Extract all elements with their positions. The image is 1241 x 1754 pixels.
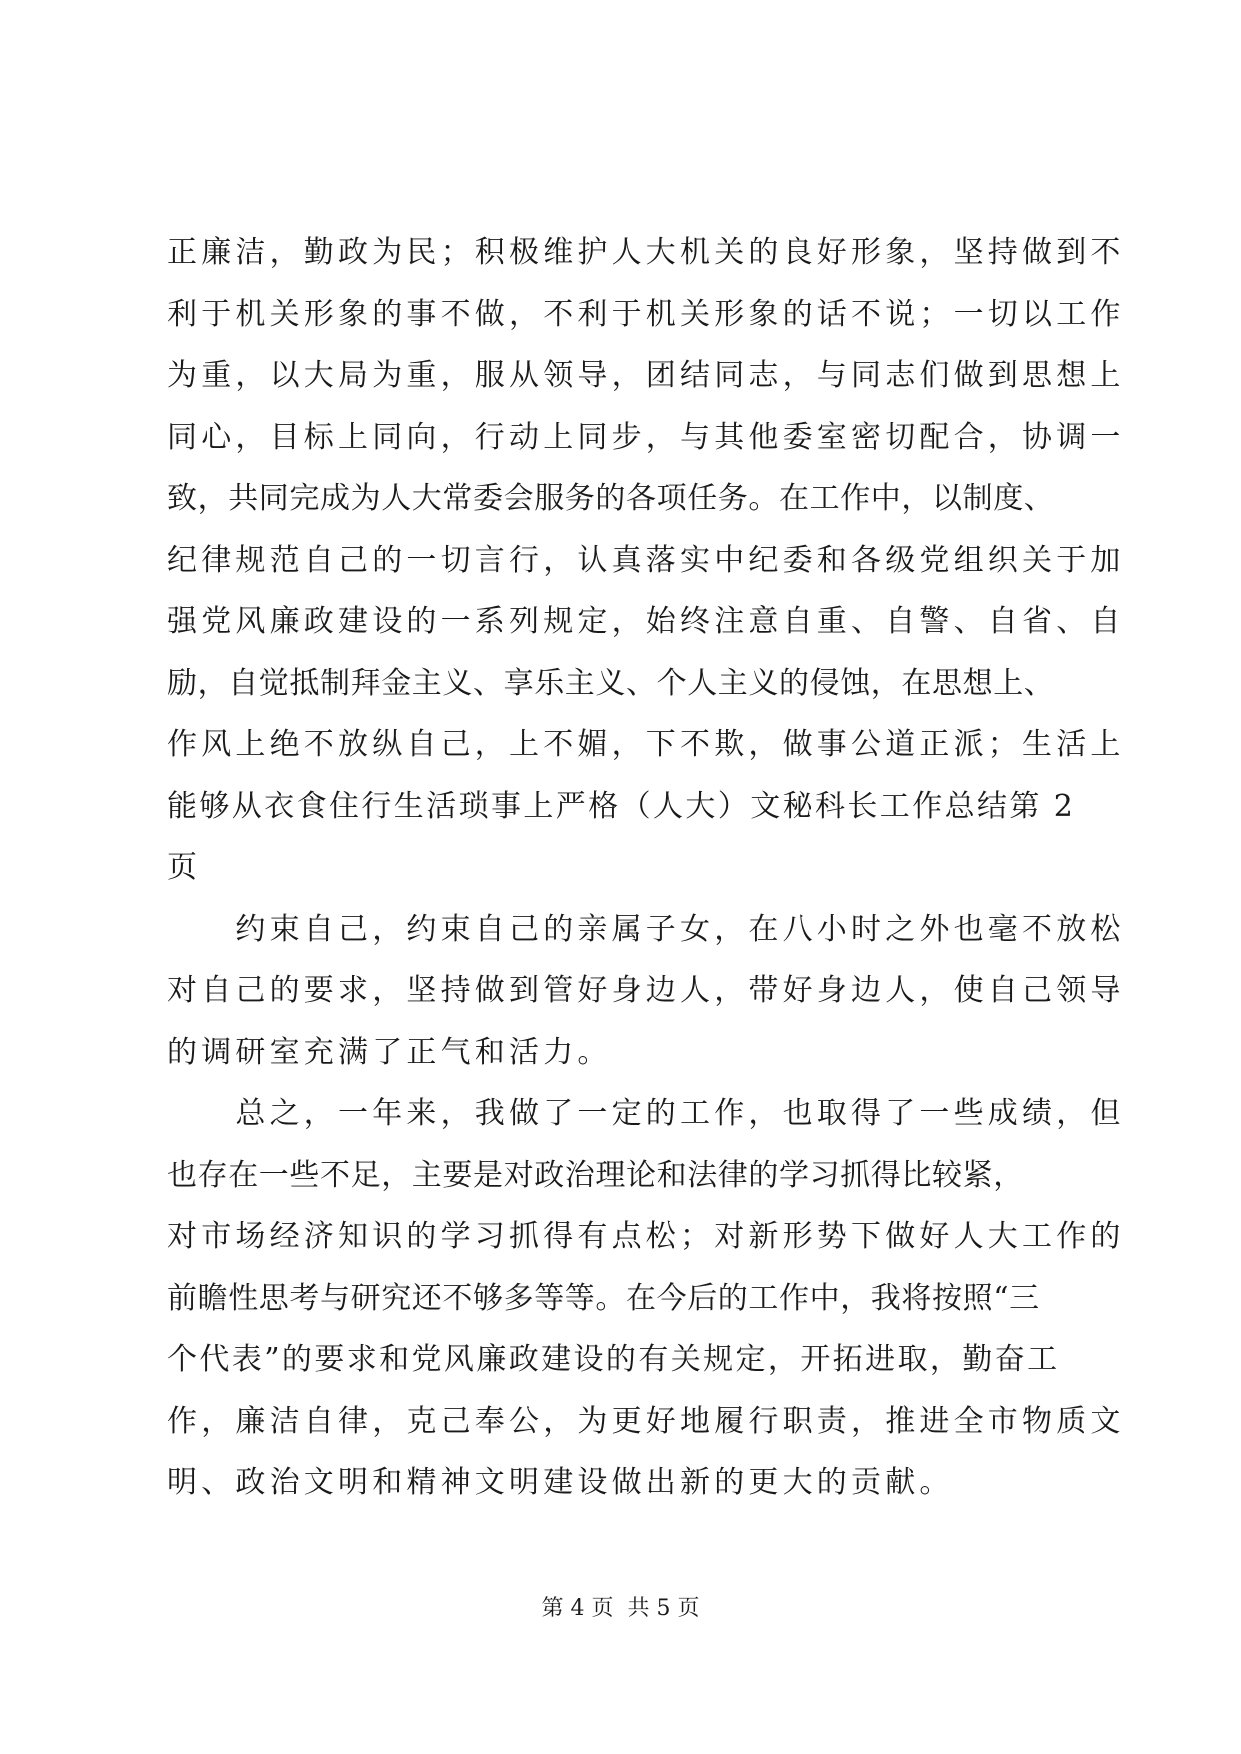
body-text xyxy=(167,222,1125,1514)
text-line: 利于机关形象的事不做，不利于机关形象的话不说；一切以工作 xyxy=(167,296,1125,332)
text-line: 正廉洁，勤政为民；积极维护人大机关的良好形象，坚持做到不 xyxy=(167,235,1125,270)
text-line: 作，廉洁自律，克己奉公，为更好地履行职责，推进全市物质文 xyxy=(167,1403,1125,1439)
text-line: 对自己的要求，坚持做到管好身边人，带好身边人，使自己领导 xyxy=(167,973,1125,1008)
text-line: 同心，目标上同向，行动上同步，与其他委室密切配合，协调一 xyxy=(167,419,1125,455)
text-line: 明、政治文明和精神文明建设做出新的更大的贡献。 xyxy=(167,1465,954,1500)
text-line: 对市场经济知识的学习抓得有点松；对新形势下做好人大工作的 xyxy=(167,1219,1125,1254)
text-line: 前瞻性思考与研究还不够多等等。在今后的工作中，我将按照“三 xyxy=(167,1280,1040,1316)
text-line: 页 xyxy=(167,850,202,885)
page-footer: 第 4 页 共 5 页 xyxy=(541,1596,700,1621)
text-line: 致，共同完成为人大常委会服务的各项任务。在工作中，以制度、 xyxy=(167,481,1055,516)
text-line: 纪律规范自己的一切言行，认真落实中纪委和各级党组织关于加 xyxy=(167,542,1125,578)
text-line: 总之，一年来，我做了一定的工作，也取得了一些成绩，但 xyxy=(167,1096,1125,1131)
text-line: 能够从衣食住行生活琐事上严格（人大）文秘科长工作总结第 2 xyxy=(167,788,1076,824)
text-line: 的调研室充满了正气和活力。 xyxy=(167,1034,612,1070)
text-line: 作风上绝不放纵自己，上不媚，下不欺，做事公道正派；生活上 xyxy=(167,727,1125,762)
text-line: 强党风廉政建设的一系列规定，始终注意自重、自警、自省、自 xyxy=(167,604,1125,639)
text-line: 个代表”的要求和党风廉政建设的有关规定，开拓进取，勤奋工 xyxy=(167,1342,1060,1377)
text-line: 约束自己，约束自己的亲属子女，在八小时之外也毫不放松 xyxy=(167,911,1125,947)
text-line: 励，自觉抵制拜金主义、享乐主义、个人主义的侵蚀，在思想上、 xyxy=(167,665,1055,701)
text-line: 为重，以大局为重，服从领导，团结同志，与同志们做到思想上 xyxy=(167,358,1125,393)
text-line: 也存在一些不足，主要是对政治理论和法律的学习抓得比较紧， xyxy=(167,1157,1024,1193)
